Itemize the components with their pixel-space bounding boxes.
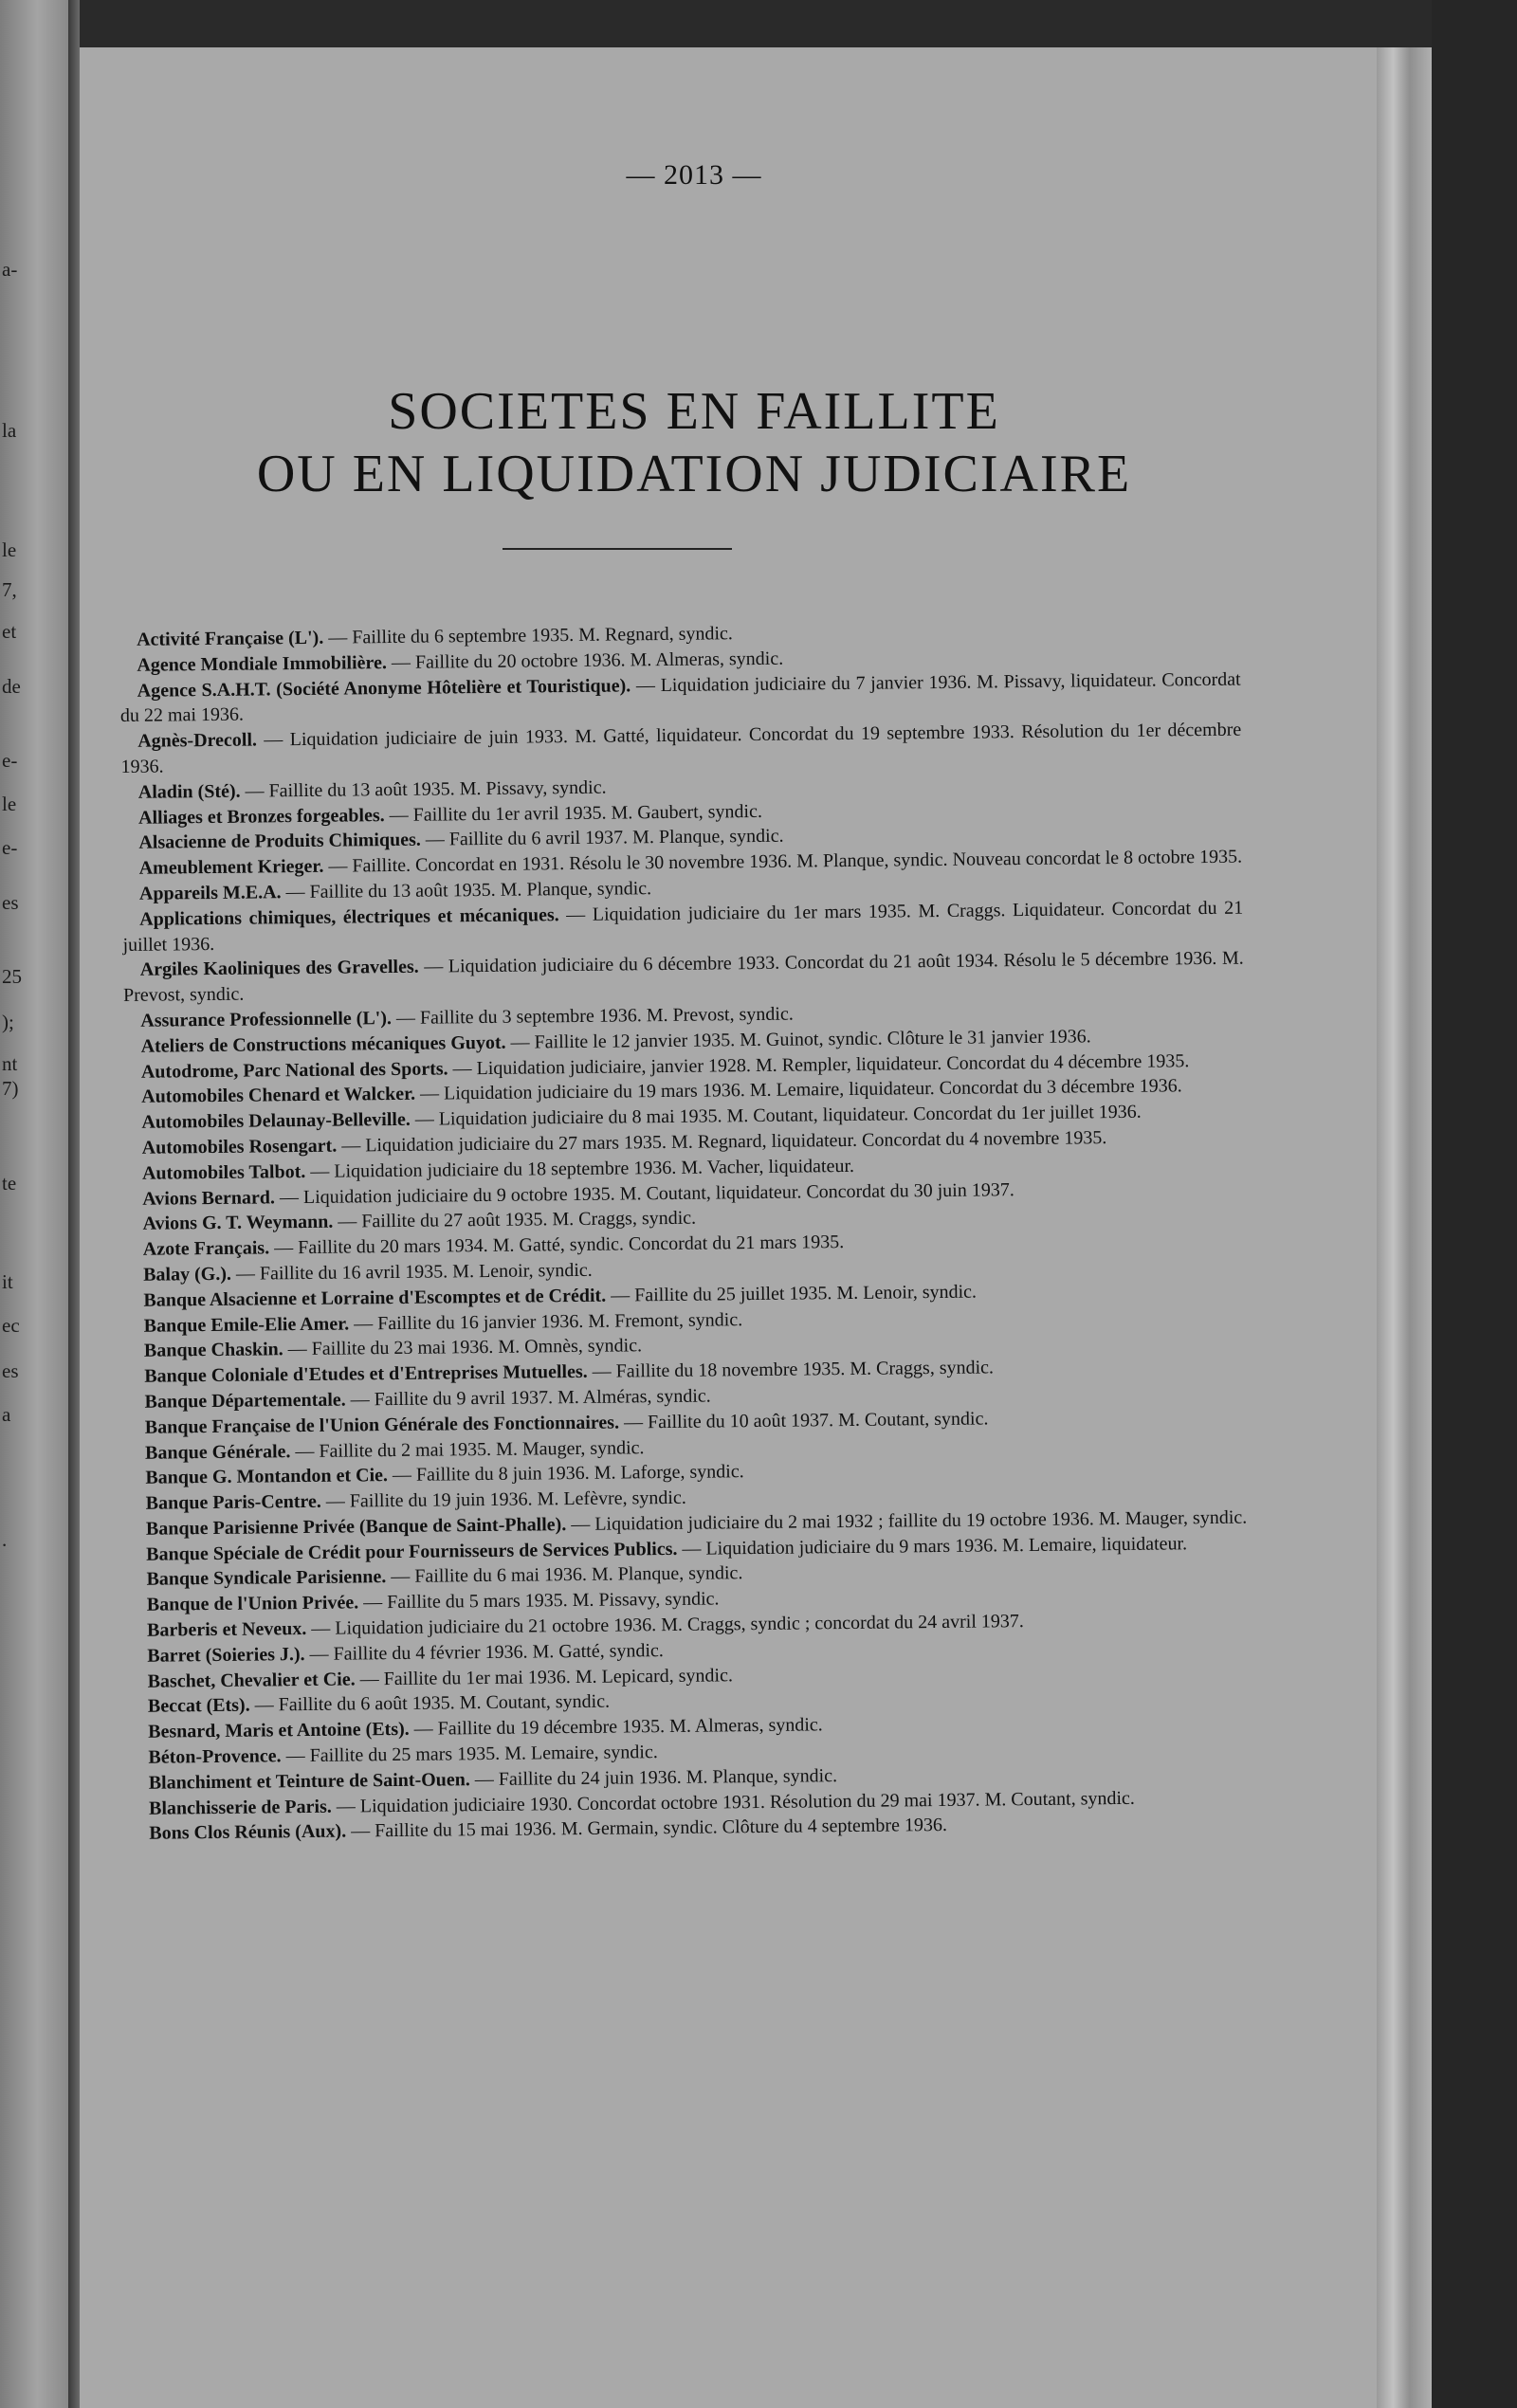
adjacent-page-fragment: 7, (2, 578, 17, 601)
company-name: Blanchiment et Teinture de Saint-Ouen. (148, 1769, 470, 1794)
company-details: — Faillite du 20 octobre 1936. M. Almeras, syndic. (386, 648, 784, 673)
company-name: Agnès-Drecoll. (137, 729, 258, 752)
company-details: — Faillite du 25 mars 1935. M. Lemaire, syndic. (281, 1742, 658, 1767)
company-details: — Faillite du 1er mai 1936. M. Lepicard, syndic. (355, 1664, 734, 1690)
company-details: — Liquidation judiciaire du 19 mars 1936. M. Lemaire, liquidateur. Concordat du 3 décembre 1936. (414, 1075, 1182, 1105)
company-details: — Liquidation judiciaire du 6 décembre 1933. Concordat du 21 août 1934. Résolu le 5 décembre 1936. M. Prevost, syndic. (122, 947, 1244, 1007)
company-details: — Liquidation judiciaire du 21 octobre 1936. M. Craggs, syndic ; concordat du 24 avril 1937. (306, 1611, 1024, 1640)
title-divider (503, 548, 732, 550)
company-name: Ateliers de Constructions mécaniques Guyot. (140, 1031, 506, 1057)
document-page (80, 47, 1377, 2408)
adjacent-page-fragment: es (2, 1359, 19, 1382)
adjacent-page-fragment: es (2, 891, 19, 914)
adjacent-page-fragment: la (2, 419, 17, 442)
book-gutter (68, 0, 80, 2408)
company-details: — Faillite du 8 juin 1936. M. Laforge, syndic. (387, 1461, 744, 1487)
company-details: — Liquidation judiciaire du 9 mars 1936. M. Lemaire, liquidateur. (677, 1532, 1188, 1560)
company-name: Banque Paris-Centre. (145, 1490, 321, 1514)
company-details: — Liquidation judiciaire du 7 janvier 1936. M. Pissavy, liquidateur. Concordat du 22 mai 1936. (119, 668, 1241, 727)
company-name: Banque Chaskin. (143, 1339, 283, 1362)
company-name: Banque Emile-Elie Amer. (143, 1313, 350, 1337)
company-details: — Liquidation judiciaire du 1er mars 1935. M. Craggs. Liquidateur. Concordat du 21 juillet 1936. (122, 897, 1244, 956)
page-edge (1377, 47, 1432, 2408)
company-name: Alliages et Bronzes forgeables. (137, 804, 385, 829)
company-name: Activité Française (L'). (137, 627, 324, 650)
scan-background (1432, 0, 1517, 2408)
company-name: Banque de l'Union Privée. (146, 1592, 359, 1616)
company-name: Ameublement Krieger. (138, 855, 324, 879)
company-name: Automobiles Chenard et Walcker. (141, 1084, 416, 1108)
company-name: Barberis et Neveux. (146, 1618, 307, 1641)
company-details: — Faillite du 16 avril 1935. M. Lenoir, syndic. (230, 1259, 593, 1285)
company-name: Besnard, Maris et Antoine (Ets). (148, 1719, 410, 1743)
adjacent-page-fragment: de (2, 675, 21, 698)
company-details: — Faillite le 12 janvier 1935. M. Guinot, syndic. Clôture le 31 janvier 1936. (505, 1026, 1091, 1053)
company-details: — Liquidation judiciaire du 9 octobre 1935. M. Coutant, liquidateur. Concordat du 30 juin 1937. (274, 1178, 1014, 1208)
company-details: — Faillite du 13 août 1935. M. Pissavy, syndic. (240, 776, 607, 802)
company-name: Autodrome, Parc National des Sports. (140, 1057, 448, 1083)
company-name: Agence Mondiale Immobilière. (137, 651, 388, 676)
adjacent-page-fragment: e- (2, 749, 18, 772)
company-details: — Liquidation judiciaire, janvier 1928. M. Rempler, liquidateur. Concordat du 4 décembre 1935. (448, 1049, 1190, 1079)
adjacent-page-fragment: e- (2, 836, 18, 859)
company-details: — Faillite du 1er avril 1935. M. Gaubert, syndic. (384, 800, 763, 826)
adjacent-page-fragment: le (2, 538, 17, 561)
company-name: Banque Alsacienne et Lorraine d'Escomptes et de Crédit. (143, 1285, 607, 1311)
company-details: — Faillite du 24 juin 1936. M. Planque, syndic. (469, 1764, 838, 1791)
company-name: Banque Départementale. (144, 1389, 346, 1413)
company-name: Banque Générale. (144, 1440, 291, 1464)
company-details: — Faillite du 6 août 1935. M. Coutant, syndic. (249, 1691, 611, 1717)
company-name: Banque Coloniale d'Etudes et d'Entreprises Mutuelles. (144, 1360, 588, 1387)
company-details: — Faillite du 19 juin 1936. M. Lefèvre, syndic. (320, 1487, 686, 1512)
company-details: — Faillite du 16 janvier 1936. M. Fremont, syndic. (349, 1308, 743, 1335)
company-details: — Liquidation judiciaire de juin 1933. M. Gatté, liquidateur. Concordat du 19 septembre 1933. Résolution du 1er décembre 1936. (120, 719, 1242, 777)
adjacent-page-fragment: le (2, 793, 17, 815)
company-details: — Faillite du 9 avril 1937. M. Alméras, syndic. (345, 1385, 711, 1411)
adjacent-page-fragment: a (2, 1403, 11, 1426)
company-name: Banque Syndicale Parisienne. (146, 1566, 387, 1591)
adjacent-page-fragment: . (2, 1528, 8, 1551)
company-name: Blanchisserie de Paris. (148, 1796, 332, 1819)
company-details: — Faillite du 4 février 1936. M. Gatté, syndic. (304, 1639, 664, 1665)
company-details: — Faillite du 6 mai 1936. M. Planque, syndic. (386, 1562, 743, 1588)
adjacent-page-fragment: nt (2, 1052, 18, 1075)
company-name: Argiles Kaoliniques des Gravelles. (139, 957, 419, 981)
company-details: — Faillite du 20 mars 1934. M. Gatté, syndic. Concordat du 21 mars 1935. (269, 1231, 845, 1259)
company-name: Banque Spéciale de Crédit pour Fournisseurs de Services Publics. (146, 1538, 678, 1565)
adjacent-page-strip (0, 0, 68, 2408)
company-name: Aladin (Sté). (137, 780, 241, 803)
company-details: — Faillite du 15 mai 1936. M. Germain, syndic. Clôture du 4 septembre 1936. (346, 1815, 948, 1843)
page-title-line-1: SOCIETES EN FAILLITE (388, 382, 1000, 441)
company-details: — Faillite du 3 septembre 1936. M. Prevost, syndic. (391, 1003, 794, 1029)
company-details: — Liquidation judiciaire du 8 mai 1935. M. Coutant, liquidateur. Concordat du 1er juillet 1936. (410, 1101, 1142, 1130)
company-details: — Faillite du 19 décembre 1935. M. Almeras, syndic. (409, 1714, 823, 1741)
company-details: — Faillite du 6 avril 1937. M. Planque, syndic. (420, 826, 784, 851)
adjacent-page-fragment: et (2, 620, 17, 643)
adjacent-page-fragment: te (2, 1172, 17, 1195)
company-details: — Faillite. Concordat en 1931. Résolu le 30 novembre 1936. M. Planque, syndic. Nouveau concordat le 8 octobre 1935. (323, 846, 1243, 877)
company-details: — Liquidation judiciaire du 27 mars 1935. M. Regnard, liquidateur. Concordat du 4 novembre 1935. (337, 1127, 1107, 1157)
company-entry-list (119, 616, 1252, 1848)
company-name: Barret (Soieries J.). (147, 1643, 305, 1667)
company-name: Baschet, Chevalier et Cie. (147, 1669, 356, 1692)
adjacent-page-fragment: a- (2, 258, 18, 281)
company-name: Beccat (Ets). (147, 1695, 250, 1718)
company-name: Automobiles Talbot. (141, 1160, 306, 1184)
company-details: — Faillite du 2 mai 1935. M. Mauger, syndic. (290, 1436, 645, 1462)
company-details: — Faillite du 5 mars 1935. M. Pissavy, syndic. (358, 1588, 720, 1614)
company-name: Appareils M.E.A. (138, 882, 282, 904)
company-details: — Faillite du 18 novembre 1935. M. Craggs, syndic. (587, 1357, 995, 1382)
company-name: Banque Française de l'Union Générale des Fonctionnaires. (144, 1412, 620, 1438)
company-details: — Faillite du 27 août 1935. M. Craggs, syndic. (333, 1207, 697, 1233)
adjacent-page-fragment: ec (2, 1314, 20, 1337)
company-name: Automobiles Rosengart. (141, 1135, 338, 1158)
company-name: Béton-Provence. (148, 1745, 282, 1768)
company-name: Alsacienne de Produits Chimiques. (138, 830, 421, 854)
company-name: Automobiles Delaunay-Belleville. (141, 1108, 411, 1133)
company-name: Azote Français. (142, 1237, 270, 1260)
company-name: Balay (G.). (143, 1263, 232, 1286)
company-details: — Faillite du 6 septembre 1935. M. Regnard, syndic. (323, 623, 733, 648)
company-details: — Liquidation judiciaire 1930. Concordat octobre 1931. Résolution du 29 mai 1937. M. Coutant, syndic. (331, 1787, 1135, 1817)
company-name: Bons Clos Réunis (Aux). (149, 1821, 347, 1845)
page-number: — 2013 — (626, 159, 762, 191)
company-details: — Liquidation judiciaire du 2 mai 1932 ; faillite du 19 octobre 1936. M. Mauger, syndic. (566, 1506, 1248, 1536)
company-name: Assurance Professionnelle (L'). (140, 1007, 393, 1031)
company-details: — Faillite du 25 juillet 1935. M. Lenoir, syndic. (606, 1281, 978, 1306)
adjacent-page-fragment: ); (2, 1011, 14, 1033)
company-name: Applications chimiques, électriques et mécaniques. (139, 903, 559, 930)
company-name: Banque Parisienne Privée (Banque de Saint-Phalle). (145, 1514, 567, 1540)
company-details: — Faillite du 10 août 1937. M. Coutant, syndic. (618, 1408, 989, 1433)
company-details: — Faillite du 13 août 1935. M. Planque, syndic. (281, 878, 652, 903)
company-details: — Faillite du 23 mai 1936. M. Omnès, syndic. (283, 1335, 643, 1360)
adjacent-page-fragment: it (2, 1270, 13, 1293)
company-name: Agence S.A.H.T. (Société Anonyme Hôtelière et Touristique). (137, 674, 631, 702)
company-name: Banque G. Montandon et Cie. (145, 1465, 389, 1489)
company-name: Avions G. T. Weymann. (142, 1212, 334, 1235)
company-details: — Liquidation judiciaire du 18 septembre 1936. M. Vacher, liquidateur. (305, 1155, 855, 1182)
adjacent-page-fragment: 25 (2, 965, 22, 988)
company-name: Avions Bernard. (142, 1186, 276, 1210)
adjacent-page-fragment: 7) (2, 1077, 19, 1100)
page-title-line-2: OU EN LIQUIDATION JUDICIAIRE (256, 445, 1132, 503)
